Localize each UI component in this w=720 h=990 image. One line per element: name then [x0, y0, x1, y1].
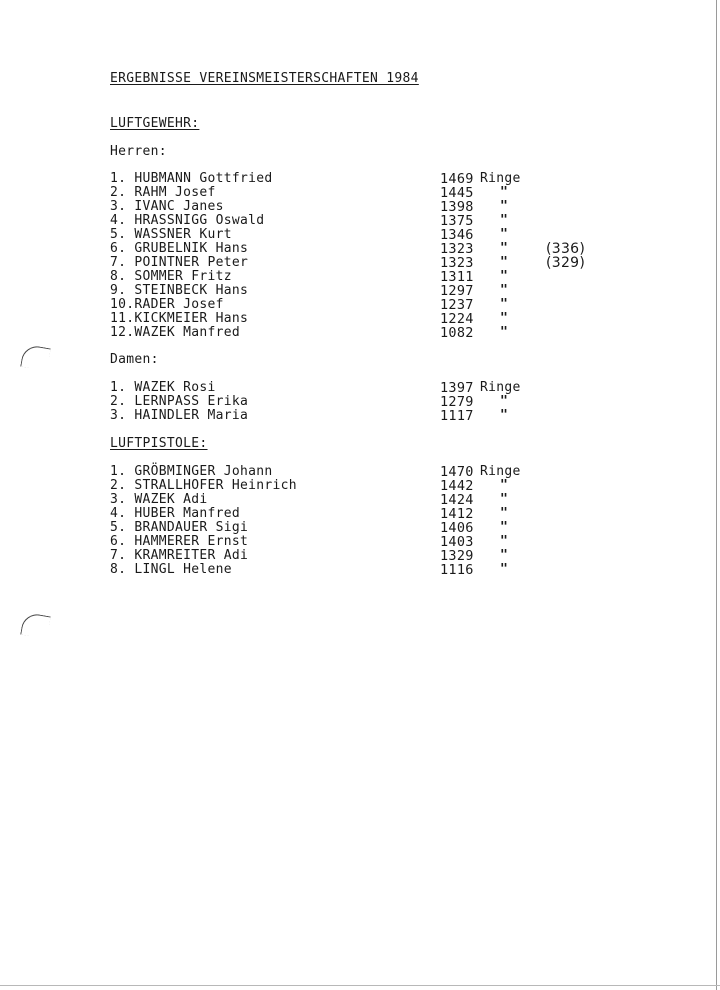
- ditto-mark: ": [500, 534, 509, 549]
- score-value: 1116: [440, 562, 474, 578]
- competitor-name: 9. STEINBECK Hans: [110, 283, 249, 298]
- score-value: 1323: [440, 255, 474, 271]
- ditto-mark: ": [500, 241, 509, 256]
- competitor-name: 3. HAINDLER Maria: [110, 408, 249, 423]
- ditto-mark: ": [500, 311, 509, 326]
- ditto-mark: ": [500, 297, 509, 312]
- competitor-name: 3. WAZEK Adi: [110, 492, 208, 507]
- ditto-mark: ": [500, 506, 509, 521]
- ditto-mark: ": [500, 283, 509, 298]
- score-unit: Ringe: [480, 464, 521, 479]
- score-value: 1279: [440, 394, 474, 410]
- score-value: 1442: [440, 478, 474, 494]
- result-row: [110, 465, 590, 479]
- score-value: 1117: [440, 408, 474, 424]
- punch-hole-mark: [20, 344, 51, 371]
- result-row: [110, 395, 590, 409]
- competitor-name: 6. HAMMERER Ernst: [110, 534, 249, 549]
- tiebreak-note: (329): [546, 255, 586, 271]
- score-value: 1470: [440, 464, 474, 480]
- ditto-mark: ": [500, 269, 509, 284]
- score-value: 1375: [440, 213, 474, 229]
- score-value: 1082: [440, 325, 474, 341]
- competitor-name: 7. KRAMREITER Adi: [110, 548, 249, 563]
- ditto-mark: ": [500, 478, 509, 493]
- result-row: [110, 284, 590, 298]
- competitor-name: 10.RADER Josef: [110, 297, 224, 312]
- score-value: 1469: [440, 171, 474, 187]
- subsection-heading-damen: Damen:: [110, 352, 159, 367]
- ditto-mark: ": [500, 213, 509, 228]
- score-unit: Ringe: [480, 171, 521, 186]
- competitor-name: 2. STRALLHOFER Heinrich: [110, 478, 297, 493]
- result-row: [110, 172, 590, 186]
- competitor-name: 1. GRÖBMINGER Johann: [110, 464, 273, 479]
- score-value: 1346: [440, 227, 474, 243]
- competitor-name: 3. IVANC Janes: [110, 199, 224, 214]
- result-row: [110, 228, 590, 242]
- ditto-mark: ": [500, 562, 509, 577]
- score-value: 1311: [440, 269, 474, 285]
- ditto-mark: ": [500, 408, 509, 423]
- punch-hole-mark: [20, 612, 51, 639]
- document-title: ERGEBNISSE VEREINSMEISTERSCHAFTEN 1984: [110, 71, 419, 86]
- score-value: 1412: [440, 506, 474, 522]
- result-row: [110, 270, 590, 284]
- result-row: [110, 521, 590, 535]
- score-value: 1403: [440, 534, 474, 550]
- score-unit: Ringe: [480, 380, 521, 395]
- score-value: 1224: [440, 311, 474, 327]
- competitor-name: 4. HRASSNIGG Oswald: [110, 213, 265, 228]
- result-row: [110, 507, 590, 521]
- competitor-name: 8. SOMMER Fritz: [110, 269, 232, 284]
- ditto-mark: ": [500, 520, 509, 535]
- result-row: [110, 298, 590, 312]
- result-row: [110, 200, 590, 214]
- subsection-heading-herren: Herren:: [110, 144, 167, 159]
- competitor-name: 8. LINGL Helene: [110, 562, 232, 577]
- result-row: [110, 312, 590, 326]
- ditto-mark: ": [500, 548, 509, 563]
- result-row: [110, 493, 590, 507]
- competitor-name: 1. HUBMANN Gottfried: [110, 171, 273, 186]
- results-list-damen: [110, 381, 590, 423]
- result-row: [110, 214, 590, 228]
- score-value: 1237: [440, 297, 474, 313]
- score-value: 1397: [440, 380, 474, 396]
- competitor-name: 5. BRANDAUER Sigi: [110, 520, 249, 535]
- competitor-name: 1. WAZEK Rosi: [110, 380, 216, 395]
- score-value: 1329: [440, 548, 474, 564]
- ditto-mark: ": [500, 394, 509, 409]
- ditto-mark: ": [500, 199, 509, 214]
- page-edge-bottom: [0, 985, 720, 986]
- result-row: [110, 326, 590, 340]
- competitor-name: 7. POINTNER Peter: [110, 255, 249, 270]
- result-row: [110, 409, 590, 423]
- score-value: 1406: [440, 520, 474, 536]
- result-row: [110, 186, 590, 200]
- competitor-name: 6. GRUBELNIK Hans: [110, 241, 249, 256]
- result-row: [110, 563, 590, 577]
- result-row: [110, 381, 590, 395]
- result-row: [110, 479, 590, 493]
- ditto-mark: ": [500, 492, 509, 507]
- tiebreak-note: (336): [546, 241, 586, 257]
- score-value: 1323: [440, 241, 474, 257]
- ditto-mark: ": [500, 325, 509, 340]
- score-value: 1424: [440, 492, 474, 508]
- result-row: [110, 535, 590, 549]
- competitor-name: 12.WAZEK Manfred: [110, 325, 241, 340]
- results-list-luftpistole: [110, 465, 590, 577]
- results-list-herren: [110, 172, 590, 340]
- section-heading-luftpistole: LUFTPISTOLE:: [110, 436, 208, 451]
- score-value: 1398: [440, 199, 474, 215]
- score-value: 1297: [440, 283, 474, 299]
- ditto-mark: ": [500, 255, 509, 270]
- competitor-name: 5. WASSNER Kurt: [110, 227, 232, 242]
- page-edge: [716, 0, 717, 990]
- result-row: [110, 242, 590, 256]
- section-heading-luftgewehr: LUFTGEWEHR:: [110, 116, 200, 131]
- result-row: [110, 256, 590, 270]
- competitor-name: 11.KICKMEIER Hans: [110, 311, 249, 326]
- ditto-mark: ": [500, 227, 509, 242]
- competitor-name: 2. LERNPASS Erika: [110, 394, 249, 409]
- result-row: [110, 549, 590, 563]
- competitor-name: 4. HUBER Manfred: [110, 506, 241, 521]
- competitor-name: 2. RAHM Josef: [110, 185, 216, 200]
- ditto-mark: ": [500, 185, 509, 200]
- score-value: 1445: [440, 185, 474, 201]
